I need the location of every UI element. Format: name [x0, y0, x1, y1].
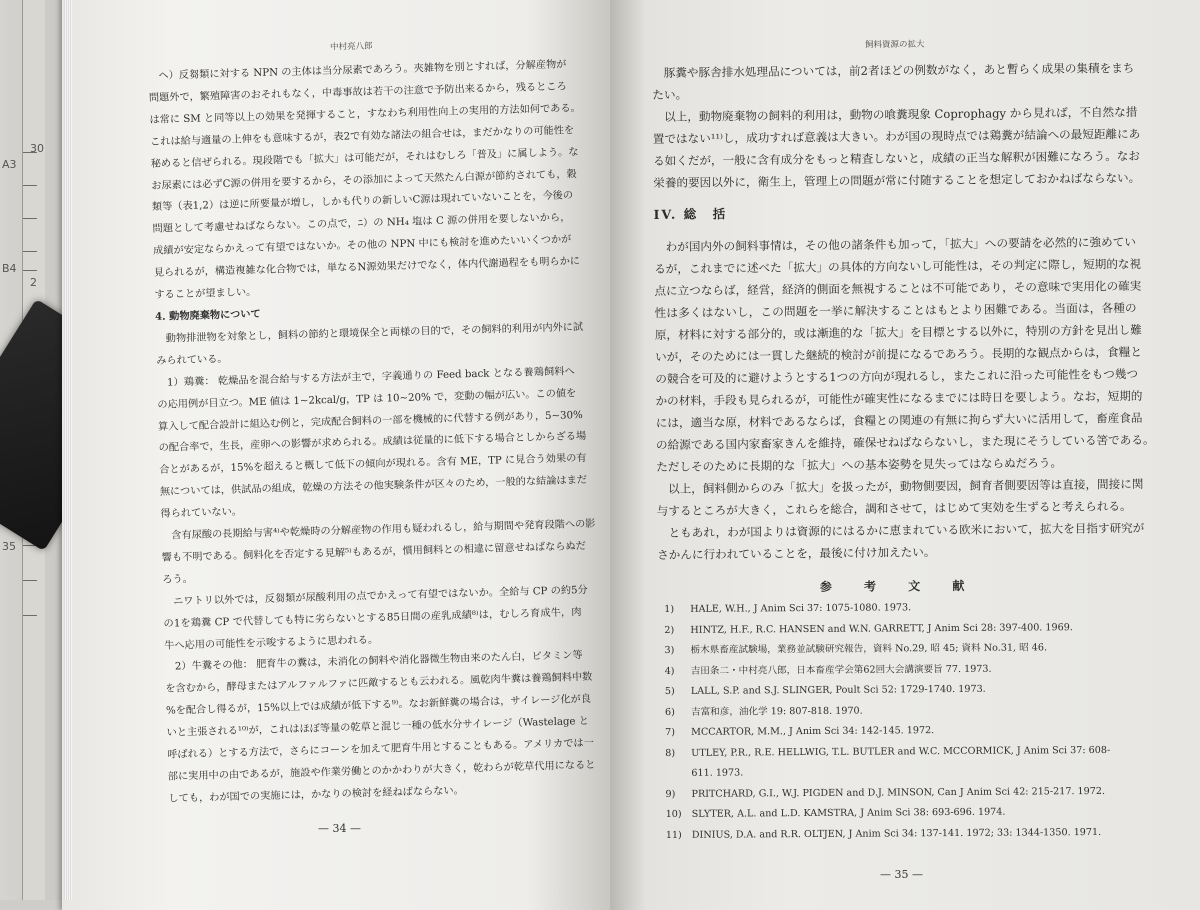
text-line: 問題として考慮せねばならない。この点で，ﾆ）の NH₄ 塩は C 源の併用を要しないから， [152, 212, 571, 236]
text-line: の給源である国内家畜家きんを維持，確保せねばならないし，また現にそうしている筈である。 [655, 432, 1155, 452]
text-line: 部に実用中の由であるが，施設や作業労働とのかかわりが大きく，乾わらが乾草代用になると [167, 759, 596, 783]
text-line: ただしそのために長期的な「拡大」への基本姿勢を見失ってはならぬだろう。 [656, 455, 1063, 474]
reference-text: MCCARTOR, M.M., J Anim Sci 34: 142-145. 1972. [691, 725, 935, 738]
reference-text: 栃木県畜産試験場，業務並試験研究報告，資料 No.29, 昭 45; 資料 No.31, 昭 46. [690, 642, 1048, 656]
text-line: わが国内外の飼料事情は，その他の諸条件も加って，「拡大」への要請を必然的に強めてい [665, 234, 1136, 254]
text-line: ニワトリ以外では，反芻類が尿酸利用の点でかえって有望ではないか。全給与 CP の約5分 [173, 584, 588, 608]
text-line: 秘めると信ぜられる。現段階でも「拡大」は可能だが，それはむしろ「普及」に属しよう。な [150, 146, 579, 170]
reference-number [665, 764, 691, 785]
text-line: る如くだが，一般に含有成分をもっと精査しないと，成績の正当な解釈が困難になろう。なお [652, 148, 1141, 168]
text-line: %を配合し得るが，15%以上では成績が低下する⁹⁾。なお新鮮糞の場合は，サイレージ化が良 [165, 694, 592, 718]
reference-text: 吉富和彦，油化学 19: 807-818. 1970. [690, 705, 863, 718]
text-line: いが，そのためには一貫した継続的検討が前提になるであろう。長期的な観点からは，食糧と [655, 344, 1142, 364]
text-line: みられている。 [156, 353, 228, 367]
text-line: 呼ばれる）とする方法で，さらにコーンを加えて肥育牛用とすることもある。アメリカでは一 [167, 737, 594, 761]
text-line: 以上，動物廃棄物の飼料的利用は，動物の喰糞現象 Coprophagy から見れば，不自然な措 [664, 104, 1138, 124]
section-heading: 4. 動物廃棄物について [154, 307, 261, 323]
text-line: ともあれ，わが国よりは資源的にはるかに恵まれている欧米において，拡大を目指す研究が [668, 520, 1145, 540]
text-line: 合とがあるが，15%を超えると概して低下の傾向が現れる。含有 ME，TP に見合う効果の有 [159, 453, 587, 477]
text-line: 響も不明である。飼料化を否定する見解⁵⁾もあるが，慣用飼料との相違に留意せねばならぬだ [161, 540, 587, 564]
text-line: 見られるが，構造複雑な化合物では，単なるN源効果だけでなく，体内代謝過程をも明らかに [153, 256, 581, 280]
reference-text: UTLEY, P.R., R.E. HELLWIG, T.L. BUTLER and W.C. MCCORMICK, J Anim Sci 37: 608- [691, 744, 1111, 759]
text-line: お尿素には必ずC源の併用を要するから，その添加によって天然たん白源が節約されても，穀 [151, 168, 577, 192]
ruler-label: B4 [2, 262, 17, 275]
text-line: の1を鶏糞 CP で代替しても特に劣らないとする85日間の産乳成績⁸⁾は，むしろ育成牛，肉 [163, 606, 582, 630]
text-line: るが，これまでに述べた「拡大」の具体的方向ないし可能性は，その判定に際し，短期的な視 [654, 256, 1142, 276]
page-number-right: — 35 — [880, 868, 923, 881]
references-title: 参 考 文 献 [819, 578, 979, 594]
ruler-label: A3 [2, 158, 17, 171]
reference-item [665, 740, 1135, 764]
text-line: これは給与適量の上伸をも意味するが，表2で有効な諸法の組合せは，まだかなりの可能性を [149, 124, 575, 148]
text-line: を含むから，酵母またはアルファルファに匹敵するとも云われる。風乾肉牛糞は養鶏飼料中数 [165, 672, 593, 696]
text-line: ろう。 [162, 573, 194, 586]
references [664, 571, 1136, 846]
text-line: 栄養的要因以外に，衛生上，管理上の問題が常に付随することを想定しておかねばならない。 [653, 170, 1141, 190]
text-line: 牛へ応用の可能性を示唆するように思われる。 [164, 634, 379, 652]
ruler-label: 30 [30, 142, 44, 155]
text-line: たい。 [652, 87, 688, 102]
reference-number: 6) [664, 706, 675, 718]
reference-text: HALE, W.H., J Anim Sci 37: 1075-1080. 1973. [690, 602, 912, 615]
reference-text: DINIUS, D.A. and R.R. OLTJEN, J Anim Sci 34: 137-141. 1972; 33: 1344-1350. 1971. [691, 826, 1102, 841]
text-line: ヘ）反芻類に対する NPN の主体は当分尿素であろう。夾雑物を別とすれば，分解産物が [158, 59, 567, 82]
text-line: さかんに行われていることを，最後に付け加えたい。 [657, 545, 936, 562]
text-line: は常に SM と同等以上の効果を発揮すること，すなわち利用性向上の実用的方法如何である。 [149, 102, 581, 126]
text-line: かの材料，手段も見られるが，可能性が確実性になるまでには時日を要しよう。なお，短期的 [655, 388, 1143, 408]
text-line: 類等（表1,2）は逆に所要量が増し，しかも代りの新しいC源は現れていないことを，今後の [151, 190, 574, 214]
text-line: 置ではない¹¹⁾し，成功すれば意義は大きい。わが国の現時点では鶏糞が結論への最短距離にあ [652, 126, 1141, 146]
text-line: 得られていない。 [160, 506, 243, 520]
text-line: いと主張される¹⁰⁾が，これはほぼ等量の乾草と混じ一種の低水分サイレージ（Wastelage と [166, 716, 590, 739]
reference-number: 5) [664, 685, 675, 697]
ruler-label: 2 [30, 276, 37, 289]
right-page-body [652, 57, 1155, 566]
text-line: 成績が安定ならかえって有望ではないか。その他の NPN 中にも検討を進めたいいくつかが [153, 234, 572, 258]
text-line: 無については，供試品の組成，乾燥の方法その他実験条件が区々のため，一般的な結論はまだ [159, 475, 588, 499]
reference-item [665, 781, 1135, 805]
text-line: 与するところが大きく，これらを総合，調和させて，はじめて実効を生ずると考えられる。 [656, 499, 1132, 518]
text-line: 以上，飼料側からのみ「拡大」を扱ったが，動物側要因，飼育者側要因等は直接，間接に関 [667, 476, 1144, 496]
page-edges [64, 0, 72, 900]
reference-number: 10) [665, 808, 682, 820]
ruler-label: 35 [2, 540, 16, 553]
text-line: しても，わが国での実施には，かなりの検討を経ねばならない。 [168, 785, 464, 805]
reference-text: SLYTER, A.L. and L.D. KAMSTRA, J Anim Sci 38: 693-696. 1974. [691, 806, 1006, 820]
reference-text: 611. 1973. [691, 767, 744, 779]
reference-number: 2) [664, 624, 675, 636]
reference-number: 1) [664, 603, 675, 615]
reference-item [666, 822, 1136, 846]
reference-text: LALL, S.P. and S.J. SLINGER, Poult Sci 52: 1729-1740. 1973. [690, 683, 986, 697]
text-line: 1）鶏糞： 乾燥品を混合給与する方法が主で，字義通りの Feed back となる養鶏飼料へ [166, 365, 575, 389]
reference-number: 4) [664, 665, 675, 677]
text-line: することが望ましい。 [154, 287, 257, 301]
text-line: の配合率で，生長，産卵への影響が求められる。成績は従量的に低下する場合としからざる場 [158, 431, 587, 455]
reference-text: HINTZ, H.F., R.C. HANSEN and W.N. GARRETT, J Anim Sci 28: 397-400. 1969. [690, 621, 1073, 636]
reference-number: 11) [665, 829, 682, 841]
text-line: 動物排泄物を対象とし，飼料の節約と環境保全と両様の目的で，その飼料的利用が内外に試 [165, 321, 584, 345]
text-line: 原，材料に対する部分的，或は漸進的な「拡大」を目標とする以外に，特別の方針を見出し難 [654, 322, 1142, 342]
text-line: の競合を可及的に避けようとする1つの方向が現れるし，またこれに沿った可能性をもつ幾つ [655, 366, 1139, 386]
text-line: 含有尿酸の長期給与害⁴⁾や乾燥時の分解産物の作用も疑われるし，給与期間や発育段階への影 [171, 518, 596, 542]
reference-text: 吉田条二・中村亮八郎，日本畜産学会第62回大会講演要旨 77. 1973. [690, 663, 992, 677]
left-page-body [148, 54, 596, 810]
text-line: には，適当な原，材料であるならば，食糧との関連の有無に拘らず大いに活用して，畜産食品 [655, 410, 1143, 430]
reference-number: 8) [665, 747, 676, 759]
text-line: の応用例が目立つ。ME 値は 1~2kcal/g，TP は 10~20% で，変動の幅が広い。この値を [157, 387, 577, 411]
reference-item [664, 617, 1134, 641]
reference-number: 9) [665, 788, 676, 800]
text-line: 算入して配合設計に組込む例と，完成配合飼料の一部を機械的に代替する例があり，5~30% [157, 409, 583, 433]
section-heading: IV. 総 括 [653, 206, 728, 222]
text-line: 問題外で，繁殖障害のおそれもなく，中毒事故は若干の注意で予防出来るから，残るところ [148, 81, 567, 104]
reference-list [664, 597, 1136, 846]
page-number-left: — 34 — [318, 822, 361, 835]
text-line: 2）牛糞その他： 肥育牛の糞は，未消化の飼料や消化器微生物由来のたん白，ビタミン等 [174, 650, 583, 673]
reference-number: 7) [665, 726, 676, 738]
reference-text: PRITCHARD, G.I., W.J. PIGDEN and D.J. MINSON, Can J Anim Sci 42: 215-217. 1972. [691, 785, 1106, 800]
text-line: 豚糞や豚舎排水処理品については，前2者ほどの例数がなく，あと暫らく成果の集積をまち [663, 60, 1135, 80]
text-line: 点に立つならば，経営，経済的側面を無視することは不可能であり，その意味で実用化の確実 [654, 278, 1142, 298]
running-head-left: 中村亮八郎 [329, 41, 373, 53]
text-line: 性は多くはないし，この問題を一挙に解決することはもとより困難である。当面は，各種の [654, 300, 1137, 320]
running-head-right: 飼料資源の拡大 [864, 39, 925, 51]
reference-number: 3) [664, 644, 675, 656]
